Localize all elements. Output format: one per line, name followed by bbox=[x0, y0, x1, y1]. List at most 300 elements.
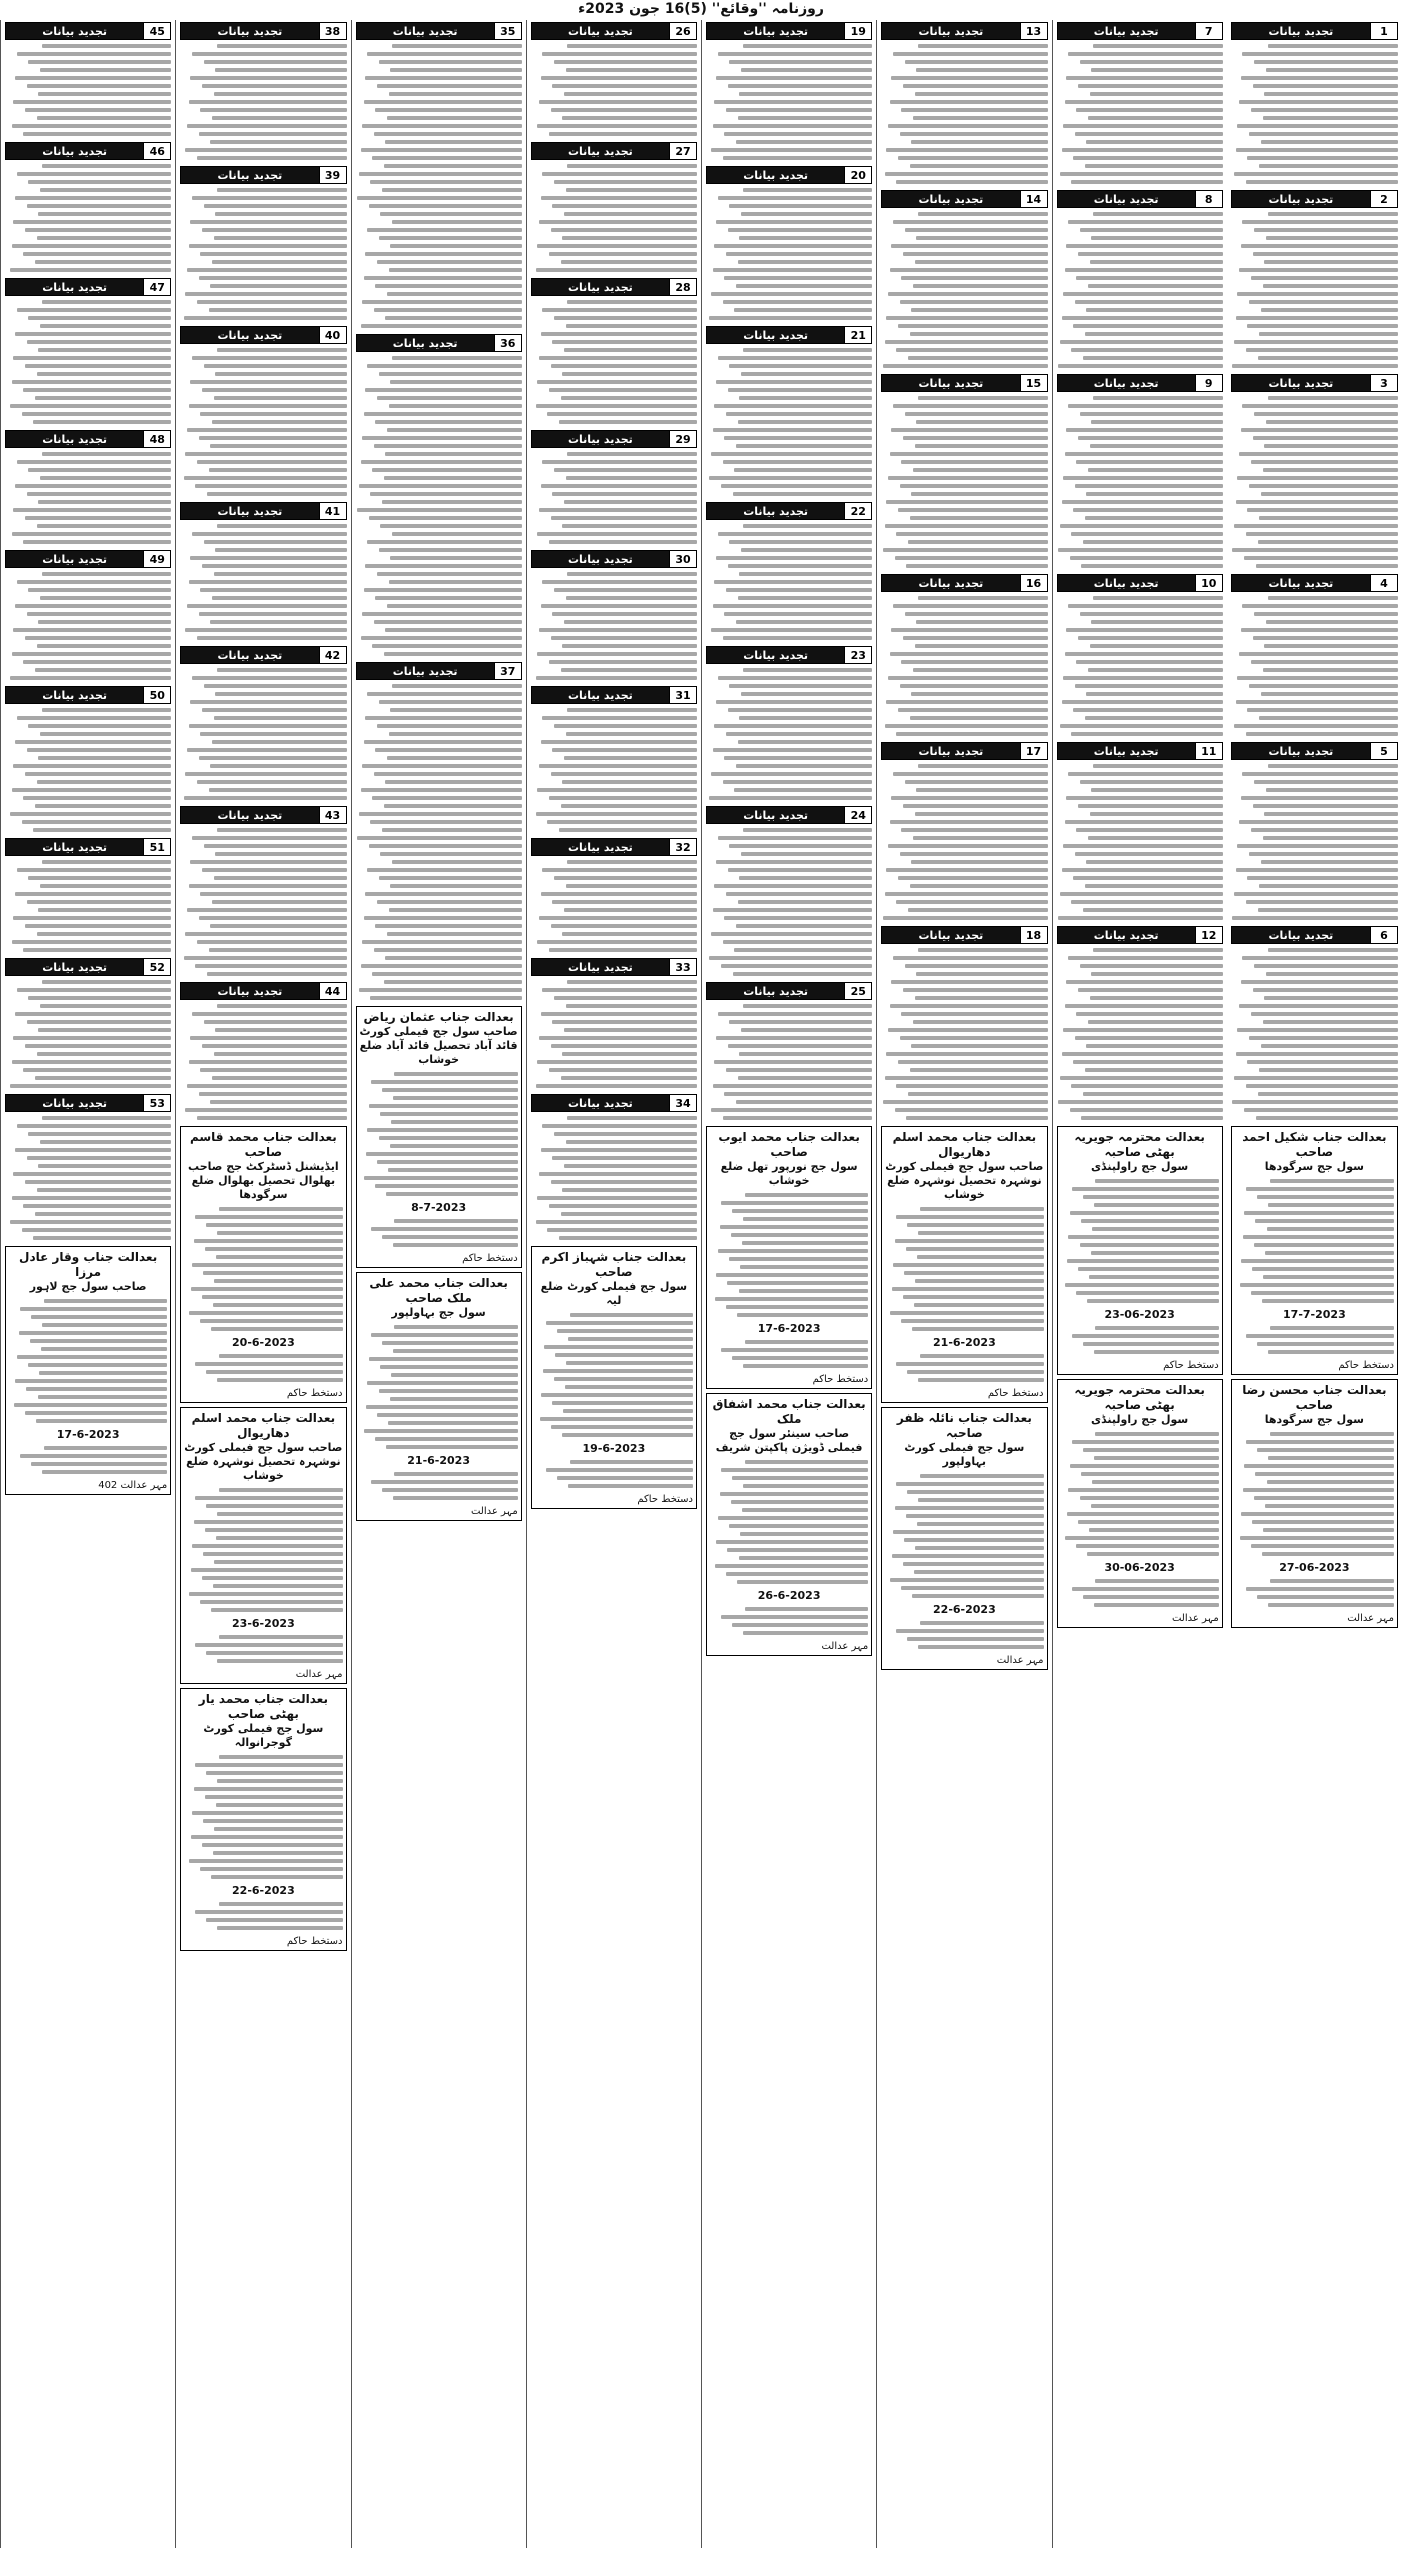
text-line bbox=[890, 1311, 1044, 1315]
text-line bbox=[365, 252, 521, 256]
hearing-date: 21-6-2023 bbox=[933, 1336, 996, 1349]
text-line bbox=[1063, 1028, 1223, 1032]
court-title: بعدالت جناب محمد اسلم دھاریوال bbox=[191, 1411, 336, 1440]
text-line bbox=[567, 44, 697, 48]
court-title: بعدالت محترمہ جویریہ بھٹی صاحبہ bbox=[1074, 1130, 1205, 1159]
text-line bbox=[10, 676, 171, 680]
text-line bbox=[217, 1926, 342, 1930]
text-line bbox=[915, 260, 1048, 264]
text-line bbox=[886, 1052, 1047, 1056]
notice-label: تجدید بیانات bbox=[532, 431, 669, 447]
text-line bbox=[726, 1572, 868, 1576]
text-line bbox=[394, 1472, 517, 1476]
text-line bbox=[891, 628, 1047, 632]
column-8 bbox=[0, 20, 175, 2548]
court-notice bbox=[881, 1407, 1047, 1670]
text-line bbox=[1263, 284, 1398, 288]
text-line bbox=[189, 580, 347, 584]
text-line bbox=[901, 108, 1047, 112]
court-subtitle: صاحب سول جج فیملی کورٹ قائد آباد تحصیل قائد آباد ضلع خوشاب bbox=[359, 1025, 518, 1066]
text-line bbox=[1093, 948, 1223, 952]
text-line bbox=[12, 940, 172, 944]
text-line bbox=[1239, 452, 1398, 456]
text-line bbox=[206, 1771, 342, 1775]
text-line bbox=[27, 204, 172, 208]
text-line bbox=[364, 1176, 518, 1180]
text-line bbox=[361, 964, 522, 968]
text-lines bbox=[1061, 1324, 1219, 1356]
text-line bbox=[900, 684, 1048, 688]
text-line bbox=[197, 940, 347, 944]
text-line bbox=[734, 788, 872, 792]
text-line bbox=[361, 636, 522, 640]
text-line bbox=[1068, 604, 1223, 608]
text-line bbox=[885, 340, 1048, 344]
text-line bbox=[42, 1323, 167, 1327]
text-line bbox=[1068, 1488, 1218, 1492]
text-line bbox=[736, 284, 872, 288]
text-line bbox=[734, 468, 872, 472]
text-line bbox=[194, 1239, 343, 1243]
column-3 bbox=[876, 20, 1051, 2548]
text-line bbox=[1251, 1544, 1394, 1548]
text-line bbox=[1266, 620, 1398, 624]
text-line bbox=[1073, 324, 1223, 328]
text-line bbox=[890, 820, 1048, 824]
text-line bbox=[562, 780, 697, 784]
notice-number: 23 bbox=[844, 647, 871, 663]
text-line bbox=[885, 892, 1048, 896]
text-line bbox=[374, 132, 522, 136]
text-line bbox=[903, 804, 1048, 808]
text-line bbox=[190, 860, 346, 864]
text-line bbox=[1093, 764, 1223, 768]
text-line bbox=[210, 444, 346, 448]
text-line bbox=[711, 452, 872, 456]
text-line bbox=[893, 772, 1048, 776]
text-line bbox=[916, 788, 1047, 792]
text-line bbox=[1251, 1012, 1398, 1016]
notice-label: تجدید بیانات bbox=[1232, 927, 1370, 943]
notice-number: 4 bbox=[1370, 575, 1397, 591]
text-line bbox=[10, 268, 171, 272]
text-line bbox=[1091, 1251, 1219, 1255]
text-line bbox=[888, 844, 1048, 848]
text-line bbox=[732, 1623, 868, 1627]
text-line bbox=[716, 556, 872, 560]
text-line bbox=[184, 796, 347, 800]
text-line bbox=[390, 1144, 518, 1148]
text-line bbox=[1234, 724, 1398, 728]
text-line bbox=[1240, 1536, 1394, 1540]
text-line bbox=[551, 108, 697, 112]
text-lines bbox=[706, 826, 872, 978]
text-line bbox=[906, 1247, 1044, 1251]
text-lines bbox=[360, 1323, 518, 1451]
text-line bbox=[552, 900, 697, 904]
text-line bbox=[1243, 1488, 1394, 1492]
text-line bbox=[1240, 1283, 1394, 1287]
text-line bbox=[564, 620, 697, 624]
text-line bbox=[1259, 332, 1398, 336]
text-line bbox=[1239, 100, 1398, 104]
text-line bbox=[1075, 1036, 1223, 1040]
text-line bbox=[15, 892, 171, 896]
text-line bbox=[372, 644, 522, 648]
text-line bbox=[207, 492, 347, 496]
text-line bbox=[886, 316, 1047, 320]
court-notice bbox=[5, 1246, 171, 1495]
text-line bbox=[549, 948, 697, 952]
text-line bbox=[1076, 1544, 1218, 1548]
text-line bbox=[1237, 476, 1398, 480]
text-line bbox=[369, 1357, 518, 1361]
notice-header bbox=[5, 958, 171, 976]
text-line bbox=[390, 244, 521, 248]
text-line bbox=[38, 1164, 171, 1168]
notice-header bbox=[5, 686, 171, 704]
text-line bbox=[394, 1325, 517, 1329]
text-line bbox=[736, 924, 872, 928]
text-line bbox=[896, 1084, 1047, 1088]
text-line bbox=[724, 132, 872, 136]
text-line bbox=[367, 1381, 517, 1385]
notice-header bbox=[706, 326, 872, 344]
notice-number: 13 bbox=[1020, 23, 1047, 39]
text-line bbox=[901, 828, 1047, 832]
text-line bbox=[1086, 692, 1222, 696]
text-line bbox=[567, 708, 697, 712]
text-line bbox=[189, 244, 347, 248]
text-line bbox=[187, 428, 347, 432]
text-line bbox=[31, 1462, 167, 1466]
hearing-date: 22-6-2023 bbox=[933, 1603, 996, 1616]
text-line bbox=[365, 716, 521, 720]
text-line bbox=[41, 1347, 168, 1351]
text-line bbox=[23, 388, 171, 392]
text-lines bbox=[710, 1338, 868, 1370]
text-line bbox=[219, 1635, 342, 1639]
text-line bbox=[377, 260, 522, 264]
text-line bbox=[374, 620, 522, 624]
text-line bbox=[1091, 620, 1222, 624]
text-line bbox=[726, 108, 872, 112]
text-line bbox=[1065, 1536, 1219, 1540]
text-line bbox=[22, 1228, 172, 1232]
text-line bbox=[732, 1209, 868, 1213]
notice-number: 50 bbox=[143, 687, 170, 703]
text-line bbox=[1234, 892, 1398, 896]
court-title: بعدالت جناب محمد یار بھٹی صاحب bbox=[198, 1692, 328, 1721]
text-line bbox=[1062, 316, 1223, 320]
text-line bbox=[1270, 1432, 1394, 1436]
text-line bbox=[206, 1223, 342, 1227]
text-line bbox=[215, 548, 346, 552]
text-lines bbox=[1231, 946, 1398, 1122]
text-line bbox=[1078, 84, 1223, 88]
court-notice bbox=[706, 1126, 872, 1389]
text-line bbox=[12, 380, 172, 384]
text-line bbox=[1088, 116, 1223, 120]
text-line bbox=[365, 564, 521, 568]
notice-label: تجدید بیانات bbox=[532, 1095, 669, 1111]
text-line bbox=[28, 316, 171, 320]
text-line bbox=[1242, 52, 1398, 56]
text-line bbox=[204, 540, 347, 544]
notice-header bbox=[356, 662, 522, 680]
text-line bbox=[539, 764, 697, 768]
text-line bbox=[1071, 1084, 1222, 1088]
text-line bbox=[1062, 500, 1223, 504]
text-line bbox=[375, 748, 521, 752]
text-line bbox=[1268, 396, 1398, 400]
text-line bbox=[375, 596, 521, 600]
text-line bbox=[189, 1311, 343, 1315]
text-line bbox=[1062, 1052, 1223, 1056]
text-line bbox=[1063, 844, 1223, 848]
text-line bbox=[1263, 836, 1398, 840]
court-notice bbox=[1231, 1379, 1398, 1628]
text-line bbox=[359, 172, 522, 176]
text-line bbox=[195, 1763, 342, 1767]
court-subtitle: سول جج بہاولپور bbox=[391, 1306, 486, 1319]
text-line bbox=[192, 196, 347, 200]
text-line bbox=[31, 1315, 167, 1319]
text-line bbox=[724, 436, 872, 440]
text-line bbox=[886, 500, 1047, 504]
text-line bbox=[732, 1356, 868, 1360]
text-line bbox=[1241, 796, 1398, 800]
notice-box bbox=[5, 958, 171, 1090]
text-line bbox=[190, 76, 346, 80]
text-line bbox=[199, 436, 347, 440]
text-line bbox=[190, 556, 346, 560]
text-line bbox=[1246, 348, 1398, 352]
text-line bbox=[1268, 948, 1398, 952]
text-line bbox=[564, 212, 697, 216]
notice-number: 14 bbox=[1020, 191, 1047, 207]
text-line bbox=[1087, 1299, 1218, 1303]
text-line bbox=[203, 1819, 342, 1823]
text-line bbox=[385, 316, 521, 320]
text-line bbox=[204, 1020, 347, 1024]
text-line bbox=[551, 1180, 697, 1184]
text-line bbox=[379, 548, 522, 552]
text-line bbox=[1241, 980, 1398, 984]
text-line bbox=[537, 124, 697, 128]
text-line bbox=[901, 660, 1047, 664]
text-lines bbox=[1061, 1577, 1219, 1609]
text-line bbox=[38, 908, 171, 912]
hearing-date: 17-6-2023 bbox=[757, 1322, 821, 1335]
text-line bbox=[743, 1004, 873, 1008]
notice-box bbox=[531, 278, 697, 426]
text-line bbox=[13, 1172, 171, 1176]
text-line bbox=[217, 524, 347, 528]
text-line bbox=[741, 68, 872, 72]
text-line bbox=[726, 1068, 872, 1072]
notice-box bbox=[1057, 742, 1223, 922]
text-line bbox=[1086, 308, 1222, 312]
text-line bbox=[388, 1421, 518, 1425]
text-line bbox=[10, 404, 171, 408]
text-line bbox=[1251, 460, 1398, 464]
text-line bbox=[213, 1584, 343, 1588]
text-line bbox=[906, 1116, 1047, 1120]
notice-header bbox=[1057, 926, 1223, 944]
text-line bbox=[709, 796, 872, 800]
text-line bbox=[387, 116, 522, 120]
text-line bbox=[564, 908, 697, 912]
text-line bbox=[910, 884, 1048, 888]
text-line bbox=[743, 1217, 868, 1221]
text-line bbox=[743, 1364, 868, 1368]
text-line bbox=[206, 1504, 342, 1508]
notice-box bbox=[180, 22, 346, 162]
text-line bbox=[190, 1036, 346, 1040]
text-line bbox=[372, 468, 522, 472]
text-lines bbox=[706, 666, 872, 802]
text-line bbox=[28, 180, 171, 184]
text-line bbox=[1257, 1195, 1394, 1199]
text-line bbox=[898, 708, 1048, 712]
notice-number: 52 bbox=[143, 959, 170, 975]
column-7 bbox=[175, 20, 350, 2548]
text-lines bbox=[531, 570, 697, 682]
text-line bbox=[549, 660, 697, 664]
text-line bbox=[896, 732, 1047, 736]
text-line bbox=[1263, 1020, 1398, 1024]
text-line bbox=[896, 348, 1047, 352]
text-line bbox=[1065, 652, 1223, 656]
text-line bbox=[1089, 1275, 1219, 1279]
text-line bbox=[741, 852, 872, 856]
text-line bbox=[209, 788, 347, 792]
text-line bbox=[570, 1313, 693, 1317]
text-lines bbox=[180, 186, 346, 322]
court-notice bbox=[881, 1126, 1047, 1403]
text-line bbox=[33, 1236, 171, 1240]
notice-header bbox=[881, 742, 1047, 760]
text-line bbox=[26, 1387, 167, 1391]
text-lines bbox=[1061, 1430, 1219, 1558]
text-line bbox=[367, 692, 522, 696]
text-line bbox=[896, 1362, 1043, 1366]
text-line bbox=[1265, 1251, 1394, 1255]
text-line bbox=[542, 52, 697, 56]
text-line bbox=[377, 724, 522, 728]
text-line bbox=[566, 1361, 693, 1365]
text-line bbox=[390, 68, 521, 72]
text-line bbox=[549, 388, 697, 392]
text-line bbox=[1264, 260, 1398, 264]
text-line bbox=[567, 572, 697, 576]
text-line bbox=[567, 980, 697, 984]
text-line bbox=[893, 956, 1048, 960]
text-line bbox=[728, 388, 873, 392]
text-line bbox=[561, 804, 697, 808]
notice-label: تجدید بیانات bbox=[1058, 743, 1195, 759]
text-line bbox=[1073, 1060, 1223, 1064]
text-line bbox=[190, 380, 346, 384]
text-line bbox=[17, 580, 172, 584]
notice-header bbox=[531, 142, 697, 160]
text-line bbox=[23, 252, 171, 256]
notice-box bbox=[531, 550, 697, 682]
text-line bbox=[367, 52, 522, 56]
text-line bbox=[377, 572, 522, 576]
text-line bbox=[721, 1615, 868, 1619]
text-line bbox=[1254, 1243, 1394, 1247]
text-line bbox=[1078, 988, 1223, 992]
text-line bbox=[393, 1096, 518, 1100]
text-lines bbox=[360, 1070, 518, 1198]
text-line bbox=[913, 116, 1048, 120]
text-line bbox=[375, 924, 521, 928]
text-line bbox=[891, 244, 1047, 248]
text-line bbox=[723, 636, 873, 640]
text-line bbox=[17, 308, 172, 312]
text-line bbox=[883, 1100, 1048, 1104]
text-line bbox=[711, 628, 872, 632]
text-lines bbox=[360, 1217, 518, 1249]
text-line bbox=[370, 820, 521, 824]
notice-header bbox=[180, 806, 346, 824]
text-line bbox=[200, 1068, 346, 1072]
text-line bbox=[1094, 1603, 1219, 1607]
text-line bbox=[23, 1204, 171, 1208]
text-line bbox=[552, 340, 697, 344]
text-lines bbox=[881, 42, 1047, 186]
text-line bbox=[380, 1365, 518, 1369]
text-line bbox=[377, 1160, 518, 1164]
text-line bbox=[728, 84, 873, 88]
notice-header bbox=[706, 806, 872, 824]
text-line bbox=[42, 1116, 172, 1120]
notice-number: 35 bbox=[494, 23, 521, 39]
court-title: بعدالت جناب شکیل احمد صاحب bbox=[1242, 1130, 1387, 1159]
notice-label: تجدید بیانات bbox=[1058, 191, 1195, 207]
text-line bbox=[714, 404, 872, 408]
text-lines bbox=[1235, 1324, 1394, 1356]
text-line bbox=[1078, 252, 1223, 256]
text-line bbox=[393, 1243, 518, 1247]
text-line bbox=[1258, 908, 1398, 912]
text-line bbox=[888, 292, 1048, 296]
text-line bbox=[39, 1371, 167, 1375]
text-line bbox=[723, 780, 873, 784]
text-line bbox=[33, 420, 171, 424]
text-line bbox=[736, 620, 872, 624]
text-line bbox=[552, 492, 697, 496]
text-line bbox=[214, 716, 347, 720]
text-line bbox=[1091, 420, 1222, 424]
text-line bbox=[384, 804, 522, 808]
text-line bbox=[743, 524, 873, 528]
notice-label: تجدید بیانات bbox=[707, 807, 844, 823]
text-lines bbox=[356, 354, 522, 658]
text-line bbox=[219, 1354, 342, 1358]
text-lines bbox=[885, 1619, 1043, 1651]
notice-number: 47 bbox=[143, 279, 170, 295]
text-line bbox=[1075, 684, 1223, 688]
text-line bbox=[562, 1052, 697, 1056]
text-line bbox=[37, 236, 172, 240]
text-line bbox=[219, 1488, 342, 1492]
text-line bbox=[1239, 268, 1398, 272]
text-line bbox=[554, 588, 697, 592]
text-line bbox=[1088, 1020, 1223, 1024]
